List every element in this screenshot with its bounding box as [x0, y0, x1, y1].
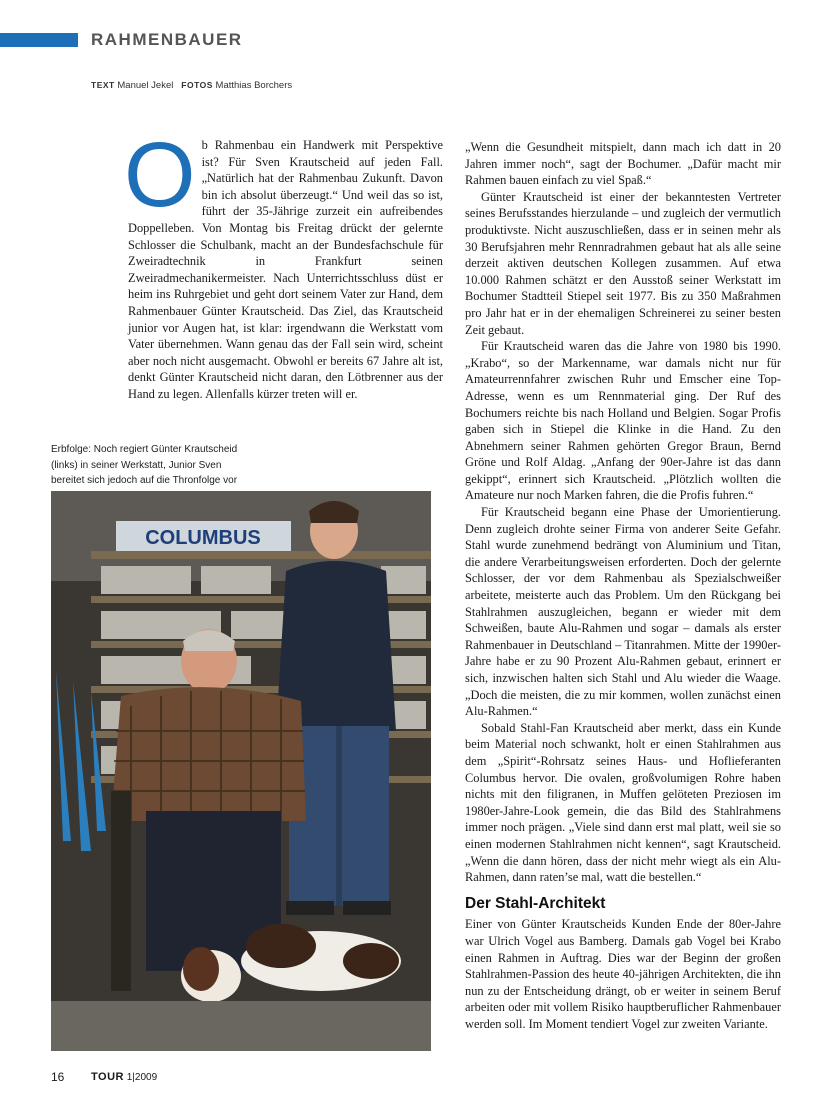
page-number: 16	[51, 1070, 65, 1084]
issue-number: 1|2009	[126, 1072, 158, 1083]
magazine-footer	[91, 1071, 157, 1083]
text-label: TEXT	[91, 80, 115, 90]
lead-paragraph: b Rahmenbau ein Handwerk mit Perspektive ist? Für Sven Krautscheid auf jeden Fall. „Natürlich hat der Rahmenbau Zukunft. Davon bin ich absolut überzeugt.“ Und weil das so ist, führt der 35-Jährige zurzeit ein aufreibendes Doppelleben. Von Montag bis Freitag drückt der gelernte Schlosser die Schulbank, macht an der Bundesfachschule für Zweiradtechnik in Frankfurt seinen Zweiradmechanikermeister. Nach Unterrichtsschluss düst er heim ins Ruhrgebiet und geht dort seinem Vater zur Hand, dem Rahmenbauer Günter Krautscheid. Das Ziel, das Krautscheid junior vor Augen hat, ist klar: irgendwann die Werkstatt vom Vater übernehmen. Wann genau das der Fall sein wird, scheint aber noch nicht ausgemacht. Obwohl er bereits 67 Jahre alt ist, denkt Günter Krautscheid nicht daran, den Lötbrenner aus der Hand zu legen. Allenfalls kürzer treten will er.	[128, 138, 443, 401]
caption-line: Erbfolge: Noch regiert Günter Krautscheid	[51, 444, 238, 455]
body-paragraph: Sobald Stahl-Fan Krautscheid aber merkt, dass ein Kunde beim Material noch schwankt, holt er einen Stahlrahmen aus dem „Spirit“-Rohrsatz seines Haus- und Hoflieferanten Columbus hervor. Die ovalen, großvolumigen Rohre haben nichts mit den filigranen, in Muffen gelöteten Preziosen im 1980er-Jahre-Look gemein, die das Bild des Stahlrahmens immer noch prägen. „Viele sind dann erst mal platt, weil sie so einen modernen Stahlrahmen nicht kennen“, sagt Krautscheid. „Wenn die dann hören, dass der nicht mehr wiegt als ein Alu-Rahmen, dann raten’se mal, watt die bestellen.“	[465, 720, 781, 885]
article-right-column	[465, 139, 781, 1032]
section-title: RAHMENBAUER	[91, 30, 243, 49]
workshop-photo	[51, 491, 431, 1051]
body-paragraph: Einer von Günter Krautscheids Kunden Ende der 80er-Jahre war Ulrich Vogel aus Bamberg. Damals gab Vogel bei Krabo einen Rahmen in Auftrag. Dies war der Beginn der großen Stahlrahmen-Passion des heute 40-jährigen Architekten, die ihn nun zu der Entscheidung drängt, ob er weiter in seinem Beruf arbeiten oder mit vollem Risiko hauptberuflicher Rahmenbauer werden soll. Im Moment tendiert Vogel zur zweiten Variante.	[465, 917, 781, 1031]
article-credits	[91, 80, 292, 91]
columbus-sign-text: COLUMBUS	[145, 527, 261, 549]
drop-cap: O	[124, 124, 196, 226]
author-name: Manuel Jekel	[117, 80, 174, 91]
subheading: Der Stahl-Architekt	[465, 894, 606, 912]
section-color-bar	[0, 33, 78, 47]
photo-label: FOTOS	[181, 80, 213, 90]
photographer-name: Matthias Borchers	[215, 80, 293, 91]
body-paragraph: Für Krautscheid waren das die Jahre von 1980 bis 1990. „Krabo“, so der Markenname, war damals nicht nur für Amateurrennfahrer zwischen Ruhr und Emscher eine Top-Adresse, wenn es um Rennmaterial ging. Der Ruf des Bochumers reichte bis nach Holland und Belgien. Sogar Profis gaben sich in Stiepel die Klinke in die Hand. Zu den Abnehmern seiner Rahmen gehörten Gregor Braun, Bernd Gröne und Rolf Aldag. „Anfang der 90er-Jahre ist das dann gekippt“, erinnert sich Krautscheid. „Plötzlich wollten die Amateure nur noch Marken fahren, die die Profis fuhren.“	[465, 339, 781, 503]
body-paragraph: „Wenn die Gesundheit mitspielt, dann mach ich datt in 20 Jahren immer noch“, sagt der Bochumer. „Dafür macht mir Rahmen bauen einfach zu viel Spaß.“	[465, 140, 781, 188]
article-left-column	[124, 124, 443, 403]
caption-line: bereitet sich jedoch auf die Thronfolge vor	[51, 475, 238, 486]
magazine-name: TOUR	[91, 1071, 124, 1083]
body-paragraph: Günter Krautscheid ist einer der bekanntesten Vertreter seines Berufsstandes hierzulande – und zugleich der vermutlich produktivste. Nicht auszuschließen, dass er in seinen mehr als 30 Berufsjahren mehr Rennradrahmen gebaut hat als alle seine derzeit aktiven deutschen Kollegen zusammen. Auf etwa 10.000 Rahmen schätzt er den Ausstoß seiner Werkstatt im Bochumer Stadtteil Stiepel seit 1977. Bis zu 350 Maßrahmen pro Jahr hat er in der ehemaligen Schreinerei zu seiner besten Zeit gebaut.	[465, 189, 781, 337]
photo-caption	[51, 442, 261, 489]
caption-line: (links) in seiner Werkstatt, Junior Sven	[51, 459, 222, 471]
body-paragraph: Für Krautscheid begann eine Phase der Umorientierung. Denn zugleich drohte seiner Firma von anderer Seite Gefahr. Stahl wurde zunehmend bedrängt von Aluminium und Titan, die andere Verarbeitungsweisen erforderten. Doch der gelernte Schlosser, der vor dem Rahmenbau als Spezialschweißer arbeitete, meisterte auch das Problem. Um den Rückgang bei Stahlrahmen auszugleichen, begann er wieder mit dem Schweißen, baute Alu-Rahmen und sogar – damals als erster Rahmenbauer in Deutschland – Titanrahmen. Mitte der 1990er-Jahre habe er zu 90 Prozent Alu-Rahmen gebaut, erinnert er sich, inzwischen halten sich Stahl und Alu wieder die Waage. „Doch die meisten, die zu mir kommen, wollen zunächst einen Alu-Rahmen.“	[465, 505, 781, 719]
